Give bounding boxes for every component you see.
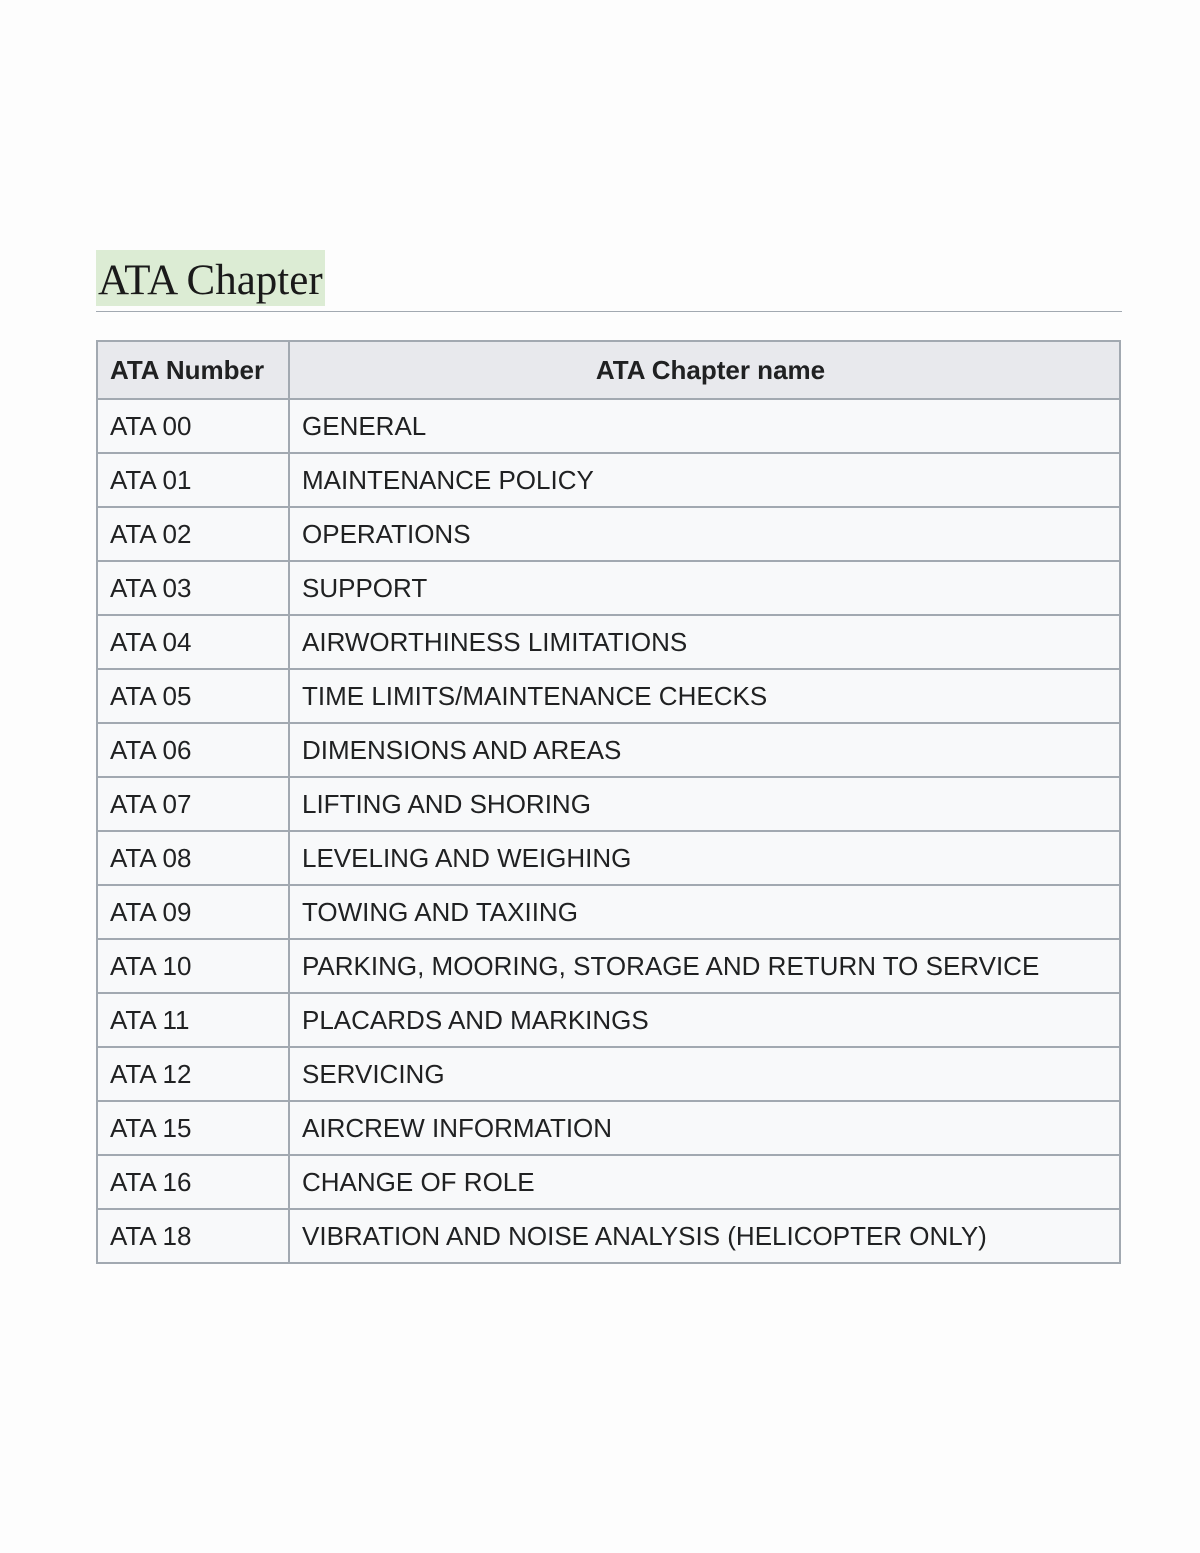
chapter-name-cell: TOWING AND TAXIING [289, 885, 1120, 939]
ata-number-cell: ATA 11 [97, 993, 289, 1047]
table-row [97, 885, 1120, 939]
column-header-ata-number: ATA Number [97, 341, 289, 399]
ata-number-cell: ATA 08 [97, 831, 289, 885]
chapter-name-cell: VIBRATION AND NOISE ANALYSIS (HELICOPTER ONLY) [289, 1209, 1120, 1263]
table-body [97, 399, 1120, 1263]
page-title: ATA Chapter [96, 250, 325, 306]
chapter-name-cell: SUPPORT [289, 561, 1120, 615]
ata-number-cell: ATA 15 [97, 1101, 289, 1155]
column-header-chapter-name: ATA Chapter name [289, 341, 1120, 399]
chapter-name-cell: AIRCREW INFORMATION [289, 1101, 1120, 1155]
chapter-name-cell: LEVELING AND WEIGHING [289, 831, 1120, 885]
table-row [97, 993, 1120, 1047]
chapter-name-cell: OPERATIONS [289, 507, 1120, 561]
ata-number-cell: ATA 07 [97, 777, 289, 831]
table-row [97, 507, 1120, 561]
table-row [97, 669, 1120, 723]
table-row [97, 561, 1120, 615]
table-row [97, 615, 1120, 669]
ata-number-cell: ATA 00 [97, 399, 289, 453]
table-row [97, 1155, 1120, 1209]
ata-number-cell: ATA 04 [97, 615, 289, 669]
ata-number-cell: ATA 06 [97, 723, 289, 777]
ata-number-cell: ATA 01 [97, 453, 289, 507]
table-row [97, 1209, 1120, 1263]
table-row [97, 831, 1120, 885]
ata-number-cell: ATA 03 [97, 561, 289, 615]
chapter-name-cell: LIFTING AND SHORING [289, 777, 1120, 831]
table-row [97, 1101, 1120, 1155]
chapter-name-cell: PLACARDS AND MARKINGS [289, 993, 1120, 1047]
ata-number-cell: ATA 10 [97, 939, 289, 993]
table-row [97, 399, 1120, 453]
ata-number-cell: ATA 02 [97, 507, 289, 561]
ata-number-cell: ATA 16 [97, 1155, 289, 1209]
table-row [97, 939, 1120, 993]
table-header-row [97, 341, 1120, 399]
chapter-name-cell: DIMENSIONS AND AREAS [289, 723, 1120, 777]
ata-number-cell: ATA 18 [97, 1209, 289, 1263]
chapter-name-cell: MAINTENANCE POLICY [289, 453, 1120, 507]
table-row [97, 777, 1120, 831]
section-heading [96, 250, 1122, 312]
chapter-name-cell: AIRWORTHINESS LIMITATIONS [289, 615, 1120, 669]
table-row [97, 1047, 1120, 1101]
chapter-name-cell: GENERAL [289, 399, 1120, 453]
ata-number-cell: ATA 12 [97, 1047, 289, 1101]
chapter-name-cell: PARKING, MOORING, STORAGE AND RETURN TO SERVICE [289, 939, 1120, 993]
ata-number-cell: ATA 05 [97, 669, 289, 723]
ata-chapter-table [96, 340, 1121, 1264]
chapter-name-cell: SERVICING [289, 1047, 1120, 1101]
table-row [97, 723, 1120, 777]
chapter-name-cell: CHANGE OF ROLE [289, 1155, 1120, 1209]
chapter-name-cell: TIME LIMITS/MAINTENANCE CHECKS [289, 669, 1120, 723]
table-row [97, 453, 1120, 507]
ata-number-cell: ATA 09 [97, 885, 289, 939]
